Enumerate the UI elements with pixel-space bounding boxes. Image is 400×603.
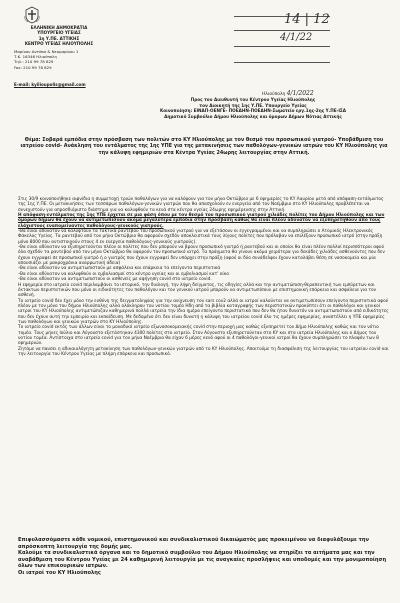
- body-paragraph: Η εφημερία στο ιατρείο covid περιλαμβάνει το ιστορικό, την διαλογή, την λήψη δείγματος, τις οδηγίες αλλά και την αντιμετώπιση-θεραπευτική των εμπύρετων και έκτακτων περιστατικών που μόνο οι ειδικότητες του παθολόγου και του γενικού ιατρού μπορούν να αντιμετωπίσουν με επιστημονική επάρκεια και ασφάλεια για τον ασθενή.: [18, 282, 377, 299]
- body-paragraph: -Θα είναι αδύνατον να αντιμετωπιστούν με ασφάλεια και επάρκεια τα επείγοντα περιστατικά: [18, 266, 221, 272]
- body-paragraph: Στις 30/9 κοινοποιήθηκε αιφνίδια η συμμετοχή τριών παθολόγων για να καλύψουν για τον μήνα Οκτώβριο με 6 εφημερίες το ΚΥ Λαυρίου μετά από απόφαση-εντάλματος της 1ης Υ.ΠΕ. Οι μετακινήσεις των τεσσάρων παθολόγων-γενικών γιατρών που θα απασχολούν εν ενεργεία από τον Νοέμβριο στο ΚΥ Ηλιούπολης προβλέπεται να συνεχιστούν για απροσδιόριστο διάστημα για να καλυφθούν τα κενά στα κέντρα υγείας 24ωρης εφημέρευσης στην Αττική.: [18, 197, 384, 213]
- body-paragraph: Ζητάμε να παυσει η αδικαιολόγητη μετακίνηση των παθολόγων-γενικών γιατρών από το ΚΥ Ηλιούπολης. Απαιτούμε τη διασφάλιση της λειτουργίας του ιατρείου covid και την λειτουργία του Κέντρου Υγείας με πλήρη επάρκεια και προσωπικό.: [18, 346, 389, 357]
- closing-block: [18, 537, 390, 577]
- org-line: ΕΛΛΗΝΙΚΗ ΔΗΜΟΚΡΑΤΙΑ: [30, 25, 88, 30]
- organization-header: [14, 25, 104, 47]
- postcode-line: Τ.Κ. 16346 Ηλιούπολη: [14, 54, 57, 60]
- recipients-block: [112, 97, 394, 119]
- closing-paragraph: Επιφυλασσόμαστε κάθε νομικού, επιστημονικού και συνδικαλιστικού δικαιώματός μας προκειμένου να διαφυλάξουμε την απρόσκοπτη λειτουργία της δομής μας.: [18, 537, 369, 550]
- phone-line: Τηλ.: 210 99 78 829: [14, 59, 54, 65]
- body-paragraph: -Θα είναι αδύνατον να αντιμετωπιστούν οι ασθενείς με αφήγηση covid στο ιατρείο covid.: [18, 277, 212, 283]
- org-line: ΥΠΟΥΡΓΕΙΟ ΥΓΕΙΑΣ: [37, 30, 81, 36]
- body-paragraph: Το ιατρείο covid δεν έχει μόνο την ευθύνη της δειγματοληψίας για την ανίχνευση του sars cov2 αλλά οι ιατροί καλούνται να αντιμετωπίσουν επείγοντα περιστατικά αφού πλέον με τον μόνο του δήμου Ηλιούπολης αλλά ολόκληρου του νοτίου τομέα Ηδη από τα βιβλία καταγραφής των περιστατικών προκύπτει ότι οι παθολόγοι και γενικοί ιατροί του ΚΥ Ηλιούπολης αντιμετώπιζαν καθημερινά πολλά ιατρεία την ίδια ημέρα επείγοντα περιστατικά που δεν θα ήταν δυνατόν να αντιμετωπιστούν από ειδικότητες που δεν έχουν αυτή την εμπειρία και εκπαίδευση. Με δεδομένο ότι δεν είναι δυνατή η κάλυψη του ιατρείου covid όλο τις ημέρες εφημερίας, αναστέλλει η ΥΠΕ εφημερίες των παθολόγων και γενικών γιατρών στο ΚΥ Ηλιούπολης.: [18, 298, 389, 325]
- greek-emblem-icon: [23, 6, 41, 24]
- stamp-handwritten-date: 4/1/22: [280, 32, 313, 43]
- date-label: Ηλιούπολη: [262, 92, 286, 97]
- date-value: 4/1/2022: [286, 90, 314, 97]
- org-line: 1η Υ.ΠΕ. ΑΤΤΙΚΗΣ: [38, 35, 80, 41]
- stamp-number: 14 | 12: [284, 12, 330, 27]
- body-paragraph: -Θα είναι αδύνατον να καλυφθούν οι εμβολιασμοί στο κέντρο υγείας και οι εμβολιασμοί κατ' οίκο: [18, 271, 230, 277]
- protocol-stamp: [214, 6, 334, 70]
- closing-paragraph: Καλούμε τα συνδικαλιστικά όργανα και το δημοτικό συμβούλιο του Δήμου Ηλιούπολης να στηρίξει τα αιτήματα μας και την αναβάθμιση του Κέντρου Υγείας με 24 καθημερινή λειτουργία με τις αναγκαίες προσλήψεις και υποδομές και την μονιμοποίηση όλων των επικουρικών ιατρών.: [18, 550, 387, 570]
- document-date: [262, 90, 314, 97]
- fax-line: Fax: 210 99 78 829: [14, 64, 52, 70]
- letter-body: [18, 197, 390, 357]
- body-paragraph: -Θα είναι αδύνατον να εξυπηρετούνται πλέον οι πολίτες που δεν μπορούν να βρουν προσωπικό γιατρό ή ραντεβού και οι οποίοι θα είναι πλέον πολλοί περισσότεροι αφού όλα σχεδόν τα ραντεβού από τον μήνα Οκτώβριο θα αφορούν τον προσωπικό ιατρό. Τα πράγματα θα γίνουν ακόμα χειρότερα για δεκάδες χιλιάδες ασθενούντες που δεν έχουν εγγραφεί σε προσωπικό γιατρό ή ο γιατρός που έχουν εγγραφεί δεν υπάρχει στην πράξη (αφού οι δύο συνάδελφοι έχουν καταλάβει θέση σε νοσοκομεία και μία απουσιάζει με μακροχρόνια αναρρωτική άδεια): [18, 245, 385, 267]
- contact-details: [14, 49, 114, 70]
- recipient-line: Κοινοποίηση: ΕΙΝΑΠ-ΟΕΝΓΕ- ΠΟΕΔΗΝ-ΠΟΕΔΗΝ-Σωματείο εργ.1ης-2ης Υ.ΠΕ-ΙΣΑ: [159, 108, 347, 114]
- recipient-line: Προς τον Διευθυντή του Κέντρου Υγείας Ηλιούπολης: [190, 97, 316, 102]
- org-line: ΚΕΝΤΡΟ ΥΓΕΙΑΣ ΗΛΙΟΥΠΟΛΗΣ: [24, 41, 94, 47]
- recipient-line: Δημοτικό Συμβούλιο Δήμου Ηλιούπολης και όμορων Δήμων Νότιας Αττικής: [164, 113, 342, 119]
- address-line: Μαρίνου Αντύπα & Νεομαρίνου 1: [14, 49, 79, 54]
- subject-heading: Θέμα: Σοβαρά εμπόδια στην πρόσβαση των πολιτών στο ΚΥ Ηλιούπολης με τον θεσμό του προσωπικού γιατρού- Υποβάθμιση του ιατρείου covid- Ανάκληση του εντάλματος της 1ης ΥΠΕ για της μετακινήσεις των παθολόγων-γενικών ιατρών του ΚΥ Ηλιούπολης για την κάλυψη εφημεριών στα Κέντρα Υγείας 24ωρης λειτουργίας στην Αττική.: [20, 137, 388, 156]
- signature-line: Οι ιατροί του ΚΥ Ηλιούπολης: [18, 569, 101, 576]
- recipient-line: τον Διοικητή της 1ης Υ.ΠΕ. Υπουργείο Υγείας: [199, 102, 307, 108]
- email-line: E-mail: kyilioupolis@gmail.com: [14, 82, 86, 87]
- body-paragraph: Το ιατρείο covid εκτός των άλλων είναι το μοναδικό ιατρείο εξωνοσοκομειακής covid στην περιοχή μας καθώς εξυπηρετεί τον Δήμο Ηλιούπολης καθώς και τον νότιο τομέα. Τους μήνες Ιούλιο και Αύγουστο εξετάστηκαν 4300 πολίτες στο ιατρείο. Στον Αύγουστο εξυπηρετούνταν στο ΚΥ και στα ιατρεία Ηλιούπολης και ο Δήμος του νοτίου τομέα. Αντίστοιχα στο ιατρείο covid για τον μήνα Νοέμβριο θα είχαν 6 μέρες κενό αφού οι 4 παθολόγοι-γενικοί ιατροί θα έχουν συμπληρώσει το πλαφόν των 8 εφημεριών.: [18, 325, 379, 347]
- body-paragraph: Η απόφαση-εντάλματος της 1ης ΥΠΕ έρχεται σε μια φάση όπου με τον θεσμό του προσωπικού γιατρού χιλιάδες πολίτες του Δήμου Ηλιούπολης και των όμορων δήμων θα έχουν να αντιμετωπίσουν ακόμα μεγαλύτερα εμπόδια στην πρόσβαση καθώς θα είναι πλέον αδύνατον να εξυπηρετηθούν από τους ελάχιστους εναπομείναντες παθολόγους-γενικούς γιατρούς.: [18, 213, 385, 229]
- body-paragraph: -Θα είναι αδύνατον να καλυφτούν τα τακτικά ραντεβού του προσωπικού γιατρού για να εξετάσουν οι εγγεγραμμένοι και να συμπληρώσει ο Ατομικός Ηλεκτρονικός Φάκελος Υγείας. Τα ραντεβού από τον μήνα Οκτώβριο θα αφορούν σχεδόν αποκλειστικά τους λίγους πολίτες που πρόλαβαν να επιλέξουν προσωπικό ιατρό (στην πράξη μόνο 8000 που αντιστοιχούν στους 4 εν ενεργεία παθολόγους-γενικούς γιατρούς).: [18, 229, 383, 245]
